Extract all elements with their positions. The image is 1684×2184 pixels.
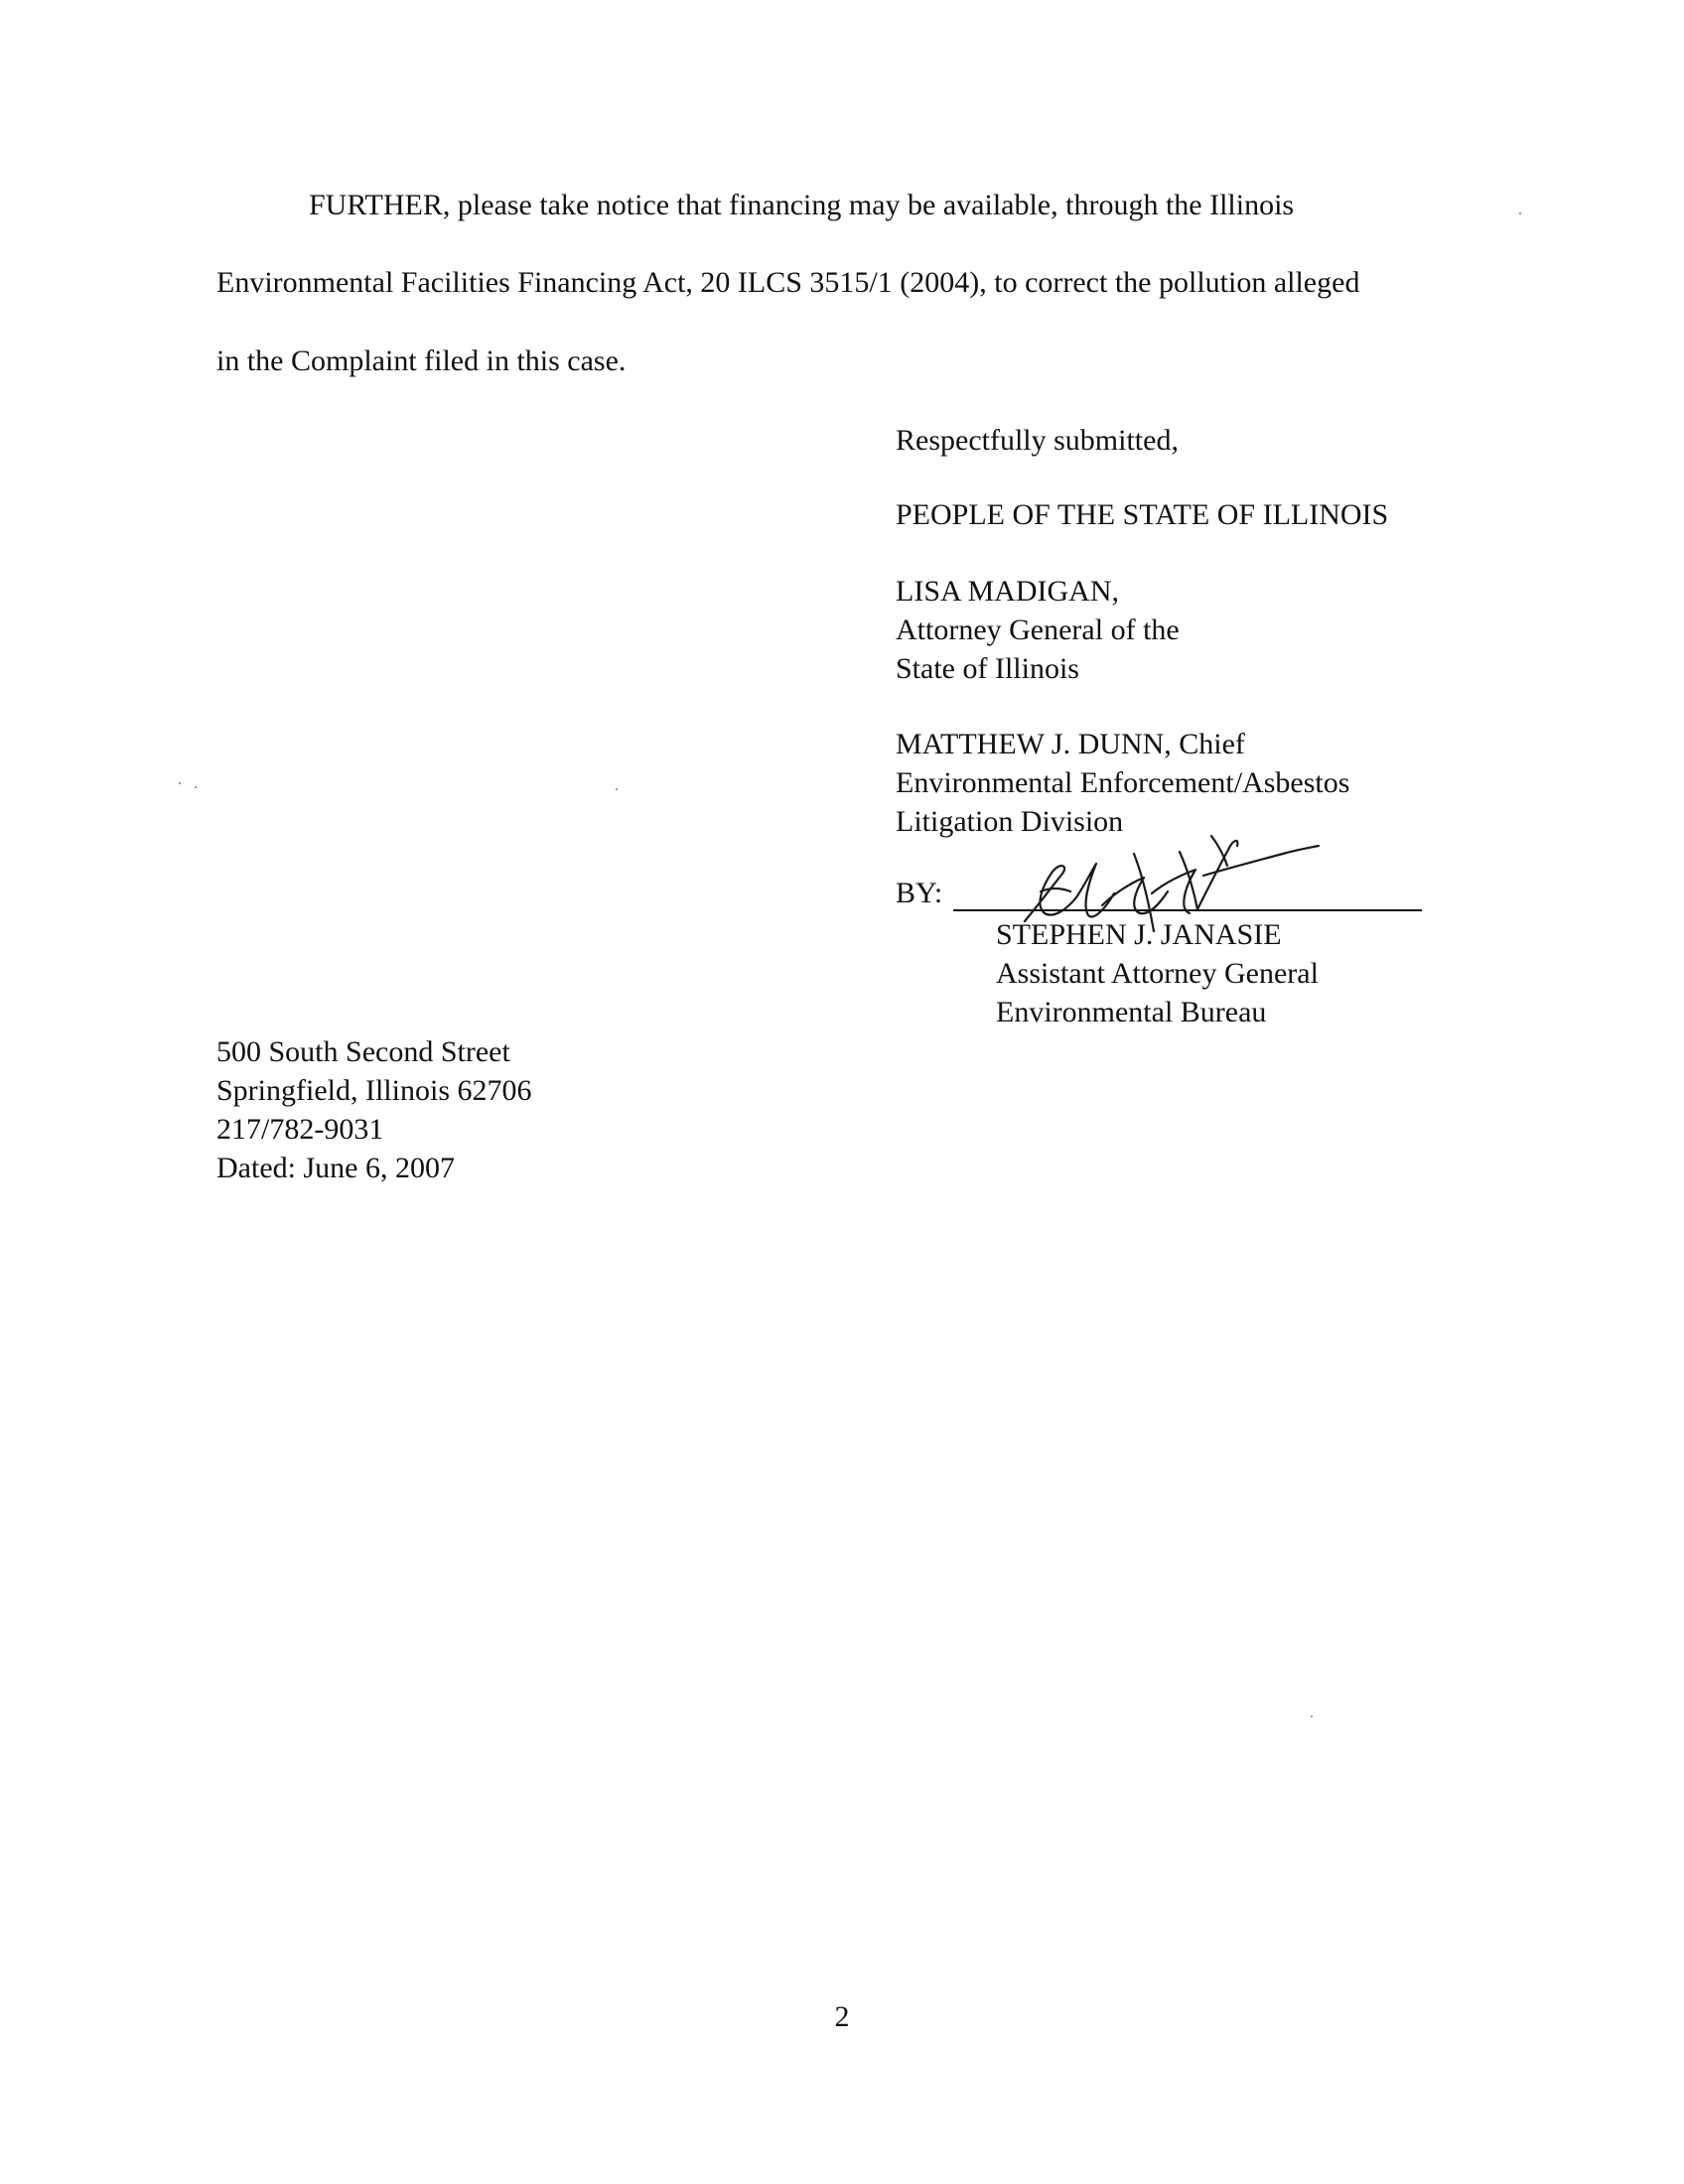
notice-line-3: in the Complaint filed in this case.: [216, 344, 627, 377]
scan-speck: [1519, 212, 1521, 214]
notice-line-1: FURTHER, please take notice that financing may be available, through the Illinois: [309, 189, 1295, 221]
signer-bureau: Environmental Bureau: [996, 996, 1267, 1028]
address-phone: 217/782-9031: [216, 1113, 384, 1146]
attorney-general-title-2: State of Illinois: [896, 652, 1079, 685]
address-street: 500 South Second Street: [216, 1035, 510, 1068]
scan-speck: [195, 786, 197, 788]
address-city: Springfield, Illinois 62706: [216, 1074, 532, 1107]
signer-name: STEPHEN J. JANASIE: [996, 918, 1282, 951]
address-block: [216, 1032, 532, 1187]
notice-line-2: Environmental Facilities Financing Act, 20 ILCS 3515/1 (2004), to correct the pollution alleged: [216, 266, 1360, 299]
scan-speck: [179, 782, 181, 784]
chief-division-1: Environmental Enforcement/Asbestos: [896, 766, 1350, 799]
scan-speck: [1311, 1715, 1313, 1717]
signer-title: Assistant Attorney General: [996, 957, 1319, 990]
closing: Respectfully submitted,: [896, 424, 1179, 457]
by-label: BY:: [896, 877, 943, 909]
signer-block: [996, 915, 1319, 1031]
page-number: 2: [834, 2000, 850, 2033]
scan-speck: [616, 788, 618, 790]
chief-division-2: Litigation Division: [896, 805, 1124, 838]
party-name: PEOPLE OF THE STATE OF ILLINOIS: [896, 498, 1389, 531]
attorney-general-title-1: Attorney General of the: [896, 614, 1180, 646]
attorney-general-block: [896, 572, 1180, 688]
chief-name: MATTHEW J. DUNN, Chief: [896, 728, 1245, 760]
attorney-general-name: LISA MADIGAN,: [896, 575, 1119, 608]
address-dated: Dated: June 6, 2007: [216, 1152, 455, 1184]
